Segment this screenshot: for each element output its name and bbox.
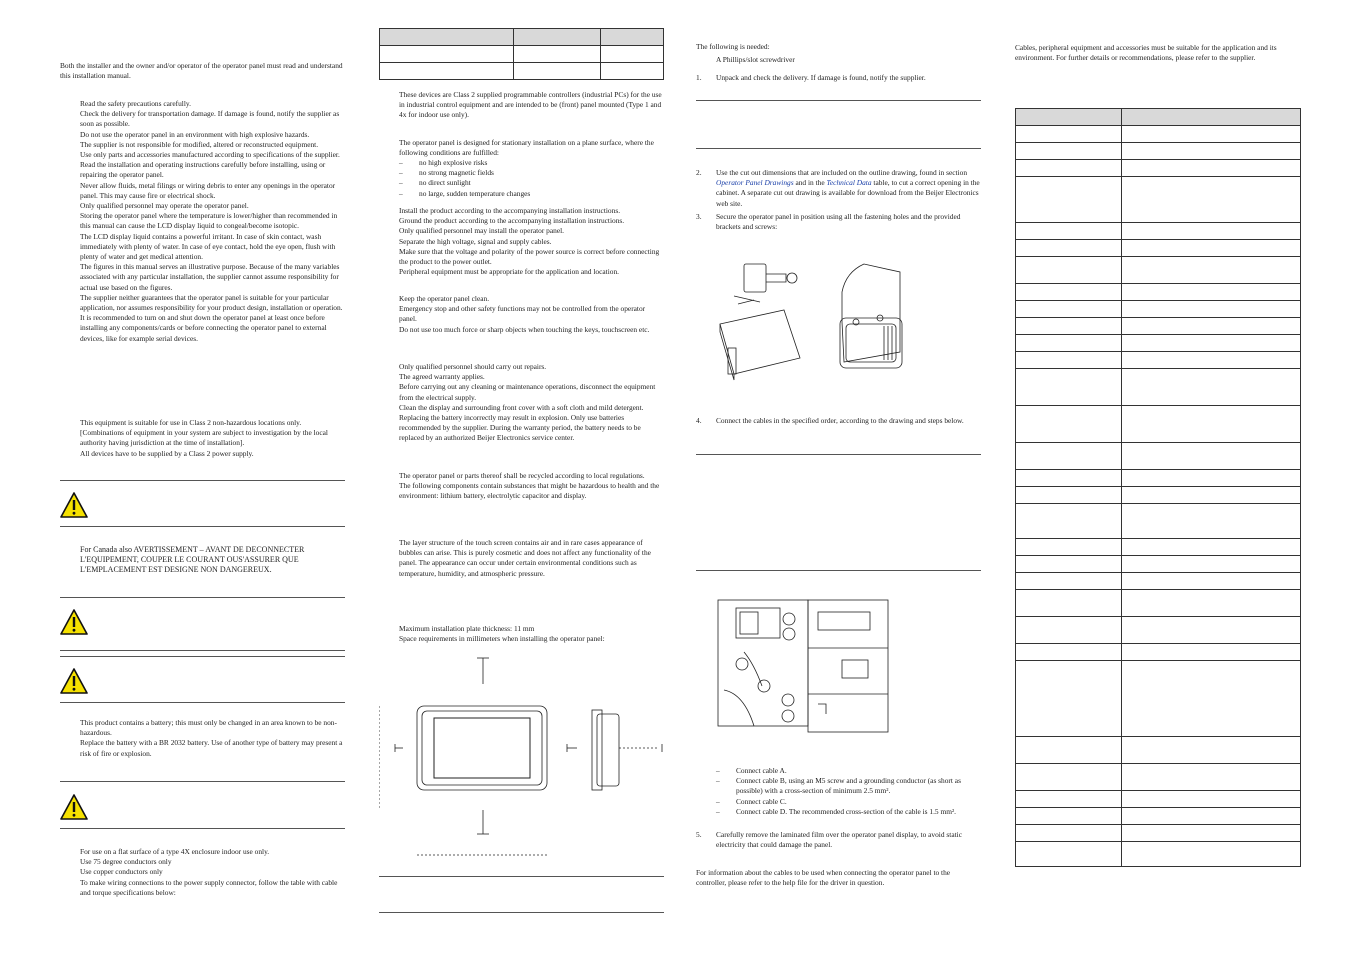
flat-surface-list	[80, 847, 345, 898]
table-row	[1016, 617, 1301, 644]
list-item: – no large, sudden temperature changes	[399, 188, 531, 198]
divider	[60, 656, 345, 657]
table-row	[1016, 369, 1301, 406]
table-row	[1016, 284, 1301, 301]
needed-label: The following is needed:	[696, 42, 770, 51]
list-item: Replace the battery with a BR 2032 battery. Use of another type of battery may present a risk of fire or explosion.	[80, 738, 343, 758]
step-number: 5.	[696, 830, 702, 839]
table-row	[1016, 301, 1301, 318]
table-row	[1016, 470, 1301, 487]
list-item: – Connect cable A.	[716, 766, 787, 775]
list-item: The agreed warranty applies.	[399, 372, 485, 382]
list-item: Keep the operator panel clean.	[399, 294, 490, 303]
table-row	[1016, 177, 1301, 223]
operator-panel-drawings-link[interactable]: Operator Panel Drawings	[716, 178, 794, 188]
divider	[60, 526, 345, 527]
intro-paragraph: Both the installer and the owner and/or operator of the operator panel must read and understand this installation manual.	[60, 61, 343, 81]
list-item: Emergency stop and other safety functions may not be controlled from the operator panel.	[399, 304, 646, 324]
list-item: Check the delivery for transportation damage. If damage is found, notify the supplier as soon as possible.	[80, 109, 340, 129]
list-item: Storing the operator panel where the temperature is lower/higher than recommended in this manual can cause the LCD display liquid to congeal/become isotopic.	[80, 211, 338, 231]
table-row	[1016, 791, 1301, 808]
divider	[60, 650, 345, 651]
table-row	[1016, 240, 1301, 257]
step-number: 1.	[696, 73, 702, 82]
divider	[379, 876, 664, 877]
step-2: Use the cut out dimensions that are included on the outline drawing, found in section Operator Panel Drawings and in the Technical Data table, to cut a correct opening in the cabinet. A separate cut out drawing is available for download from the Beijer Electronics web site.	[716, 168, 980, 208]
list-item: Read the safety precautions carefully.	[80, 99, 191, 108]
step-number: 2.	[696, 168, 702, 177]
list-item: It is recommended to turn on and shut down the operator panel at least once before installing any components/cards or before connecting the operator panel to external devices, like for example serial devices.	[80, 313, 327, 343]
mounting-bracket-drawing	[714, 252, 924, 384]
warning-icon	[60, 492, 88, 518]
list-item: Space requirements in millimeters when installing the operator panel:	[399, 634, 605, 644]
list-item: Separate the high voltage, signal and supply cables.	[399, 236, 552, 246]
warning-icon	[60, 794, 88, 820]
list-item: Use 75 degree conductors only	[80, 857, 172, 867]
accessories-paragraph: Cables, peripheral equipment and accessories must be suitable for the application and its environment. For further details or recommendations, please refer to the supplier.	[1015, 43, 1277, 63]
table-row	[1016, 573, 1301, 590]
step-4: Connect the cables in the specified order, according to the drawing and steps below.	[716, 416, 964, 425]
list-item: The operator panel or parts thereof shall be recycled according to local regulations.	[399, 471, 645, 480]
list-item: Do not use too much force or sharp objects when touching the keys, touchscreen etc.	[399, 324, 650, 334]
table-row	[1016, 556, 1301, 573]
list-item: The figures in this manual serves an illustrative purpose. Because of the many variables associated with any particular installation, the supplier cannot assume responsibility for actual use based on the figures.	[80, 262, 340, 292]
service-list	[399, 362, 664, 444]
divider	[60, 597, 345, 598]
list-item: This equipment is suitable for use in Class 2 non-hazardous locations only.	[80, 418, 302, 427]
divider	[696, 454, 981, 455]
cabinet-wiring-drawing	[714, 594, 894, 736]
space-requirements-drawing	[379, 650, 669, 860]
table-row	[1016, 257, 1301, 284]
environment-intro: The operator panel is designed for stationary installation on a plane surface, where the following conditions are fulfilled:	[399, 138, 654, 158]
list-item: Maximum installation plate thickness: 11 mm	[399, 624, 535, 633]
table-row	[1016, 590, 1301, 617]
cables-info-paragraph: For information about the cables to be used when connecting the operator panel to the controller, please refer to the help file for the driver in question.	[696, 868, 951, 888]
table-row	[1016, 825, 1301, 842]
divider	[696, 570, 981, 571]
list-item: Install the product according to the accompanying installation instructions.	[399, 206, 621, 215]
list-item: Ground the product according to the accompanying installation instructions.	[399, 216, 625, 226]
tool-item: A Phillips/slot screwdriver	[716, 55, 795, 64]
list-item: – Connect cable C.	[716, 796, 787, 806]
table-row	[1016, 737, 1301, 764]
environment-list	[399, 158, 664, 199]
list-item: The following components contain substances that might be hazardous to health and the environment: lithium battery, electrolytic capacitor and display.	[399, 481, 660, 501]
warning-icon	[60, 609, 88, 635]
list-item: This product contains a battery; this must only be changed in an area known to be non-hazardous.	[80, 718, 337, 738]
table-row	[1016, 504, 1301, 539]
space-list	[399, 624, 664, 644]
ul-list	[80, 418, 345, 459]
list-item: All devices have to be supplied by a Class 2 power supply.	[80, 448, 254, 458]
table-row	[1016, 443, 1301, 470]
divider	[379, 912, 664, 913]
step-5: Carefully remove the laminated film over the operator panel display, to avoid static electricity that could damage the panel.	[716, 830, 962, 850]
list-item: Read the installation and operating instructions carefully before installing, using or repairing the operator panel.	[80, 160, 326, 180]
class2-paragraph: These devices are Class 2 supplied programmable controllers (industrial PCs) for the use in industrial control equipment and are intended to be (front) panel mounted (Type 1 and 4x for indoor use only).	[399, 90, 662, 120]
list-item: Only qualified personnel should carry out repairs.	[399, 362, 547, 371]
use-list	[399, 294, 664, 335]
step-3: Secure the operator panel in position using all the fastening holes and the provided brackets and screws:	[716, 212, 961, 232]
list-item: Peripheral equipment must be appropriate for the application and location.	[399, 267, 620, 277]
table-row	[1016, 126, 1301, 143]
divider	[60, 480, 345, 481]
table-row	[1016, 160, 1301, 177]
list-item: Do not use the operator panel in an environment with high explosive hazards.	[80, 129, 310, 139]
divider	[696, 148, 981, 149]
list-item: The supplier is not responsible for modified, altered or reconstructed equipment.	[80, 139, 319, 149]
list-item: Only qualified personnel may operate the operator panel.	[80, 201, 249, 211]
table-row	[1016, 764, 1301, 791]
list-item: For use on a flat surface of a type 4X enclosure indoor use only.	[80, 847, 270, 856]
list-item: – no direct sunlight	[399, 178, 471, 188]
list-item: Clean the display and surrounding front cover with a soft cloth and mild detergent.	[399, 402, 644, 412]
list-item: – Connect cable B, using an M5 screw and a grounding conductor (as short as possible) with a cross-section of minimum 2.5 mm².	[716, 776, 961, 796]
touchscreen-paragraph: The layer structure of the touch screen contains air and in rare cases appearance of bubbles can arise. This is purely cosmetic and does not affect any functionality of the panel. The appearance can occur under certain environmental conditions such as temperature, humidity, and atmospheric pressure.	[399, 538, 651, 578]
technical-data-table	[1015, 108, 1301, 867]
table-row	[1016, 842, 1301, 867]
table-row	[1016, 143, 1301, 160]
table-row	[1016, 808, 1301, 825]
step-number: 4.	[696, 416, 702, 425]
list-item: Never allow fluids, metal filings or wiring debris to enter any openings in the operator panel. This may cause fire or electrical shock.	[80, 180, 336, 200]
list-item: – no high explosive risks	[399, 158, 488, 167]
cable-spec-table	[379, 28, 664, 80]
divider	[696, 100, 981, 101]
table-row	[1016, 352, 1301, 369]
list-item: The supplier neither guarantees that the operator panel is suitable for your particular application, nor assumes responsibility for your product design, installation or operation.	[80, 292, 343, 313]
list-item: Make sure that the voltage and polarity of the power source is correct before connecting the product to the power outlet.	[399, 246, 660, 267]
divider	[60, 702, 345, 703]
canada-warning: For Canada also AVERTISSEMENT – AVANT DE DECONNECTER L'EQUIPEMENT, COUPER LE COURANT OUS'ASSURER QUE L'EMPLACEMENT EST DESIGNE NON DANGEREUX.	[80, 545, 305, 575]
list-item: The LCD display liquid contains a powerful irritant. In case of skin contact, wash immediately with plenty of water. In case of eye contact, hold the eye open, flush with plenty of water and get medical attention.	[80, 231, 336, 262]
install-list	[399, 206, 664, 277]
list-item: Only qualified personnel may install the operator panel.	[399, 226, 565, 236]
battery-list	[80, 718, 345, 759]
list-item: To make wiring connections to the power supply connector, follow the table with cable and torque specifications below:	[80, 877, 338, 897]
table-row	[1016, 406, 1301, 443]
table-row	[1016, 539, 1301, 556]
list-item: [Combinations of equipment in your system are subject to investigation by the local authority having jurisdiction at the time of installation].	[80, 428, 328, 448]
table-row	[1016, 335, 1301, 352]
technical-data-link[interactable]: Technical Data	[826, 178, 872, 188]
cable-steps-list	[716, 766, 981, 827]
list-item: – no strong magnetic fields	[399, 168, 494, 178]
table-row	[1016, 661, 1301, 737]
table-row	[1016, 318, 1301, 335]
list-item: – Connect cable D. The recommended cross-section of the cable is 1.5 mm².	[716, 806, 957, 816]
list-item: Use copper conductors only	[80, 867, 163, 877]
warning-icon	[60, 668, 88, 694]
divider	[60, 828, 345, 829]
table-row	[1016, 487, 1301, 504]
list-item: Before carrying out any cleaning or maintenance operations, disconnect the equipment from the electrical supply.	[399, 382, 656, 402]
step-number: 3.	[696, 212, 702, 221]
disposal-list	[399, 471, 664, 502]
divider	[60, 781, 345, 782]
list-item: Replacing the battery incorrectly may result in explosion. Only use batteries recommended by the supplier. During the warranty period, the battery needs to be replaced by an authorized Beijer Electronics service center.	[399, 413, 641, 443]
general-safety-list	[80, 99, 345, 344]
table-row	[1016, 644, 1301, 661]
list-item: Use only parts and accessories manufactured according to specifications of the supplier.	[80, 150, 340, 160]
table-header-row	[1016, 109, 1301, 126]
step-1: Unpack and check the delivery. If damage is found, notify the supplier.	[716, 73, 926, 82]
table-row	[1016, 223, 1301, 240]
